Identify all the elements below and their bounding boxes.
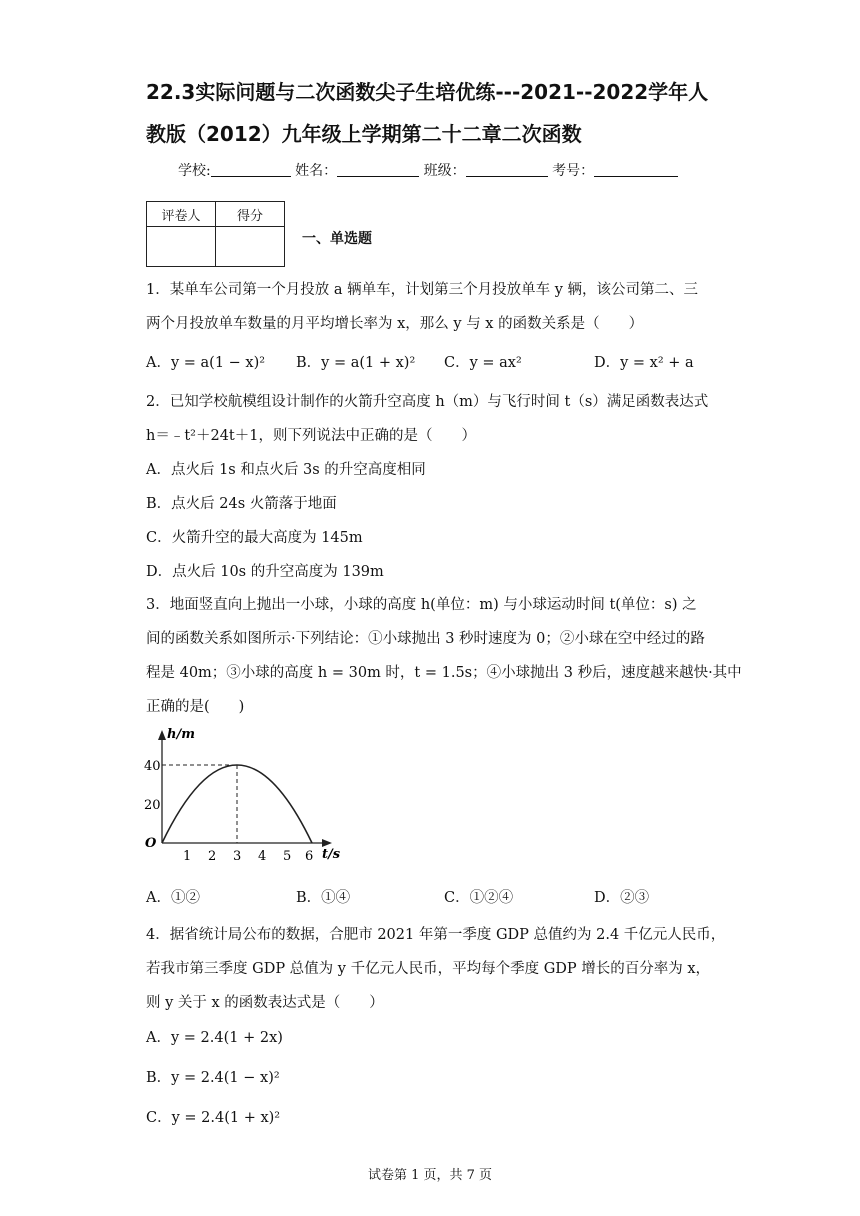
x-tick-1: 1 [183,849,192,864]
q3-option-a[interactable]: A．①② [146,890,200,906]
q2-option-c[interactable]: C．火箭升空的最大高度为 145m [146,530,363,546]
score-table [146,201,285,267]
q3-option-b[interactable]: B．①④ [296,890,351,906]
q4-option-b[interactable]: B．y = 2.4(1 − x)² [146,1070,280,1086]
score-cell [216,227,285,267]
q1-option-c[interactable]: C．y = ax² [444,355,522,371]
y-axis-arrow [158,730,166,740]
school-label: 学校: [178,163,211,179]
q2-option-b[interactable]: B．点火后 24s 火箭落于地面 [146,496,337,512]
q3-line-3: 程是 40m；③小球的高度 h = 30m 时，t = 1.5s；④小球抛出 3 秒后，速度越来越快·其中 [146,665,742,681]
x-tick-3: 3 [233,849,242,864]
section-title: 一、单选题 [302,231,372,247]
q3-line-1: 3．地面竖直向上抛出一小球，小球的高度 h(单位：m) 与小球运动时间 t(单位：s) 之 [146,597,697,613]
q2-option-d[interactable]: D．点火后 10s 的升空高度为 139m [146,564,384,580]
page-title-line-1: 22.3实际问题与二次函数尖子生培优练---2021--2022学年人 [146,80,709,104]
x-tick-2: 2 [208,849,217,864]
q4-line-3: 则 y 关于 x 的函数表达式是（ ） [146,995,384,1011]
q4-line-1: 4．据省统计局公布的数据，合肥市 2021 年第一季度 GDP 总值约为 2.4 千亿元人民币， [146,927,726,943]
q1-option-d[interactable]: D．y = x² + a [594,355,694,371]
name-blank[interactable] [337,162,419,177]
y-axis-label: h/m [167,727,195,742]
student-info-row [178,160,678,180]
q1-line-2: 两个月投放单车数量的月平均增长率为 x，那么 y 与 x 的函数关系是（ ） [146,316,644,332]
q4-option-c[interactable]: C．y = 2.4(1 + x)² [146,1110,281,1126]
exam-number-label: 考号： [552,163,595,179]
name-label: 姓名： [295,163,338,179]
page-footer: 试卷第 1 页，共 7 页 [367,1168,493,1183]
q3-line-2: 间的函数关系如图所示·下列结论：①小球抛出 3 秒时速度为 0；②小球在空中经过的路 [146,631,705,647]
x-tick-4: 4 [258,849,267,864]
q1-option-a[interactable]: A．y = a(1 − x)² [146,355,266,371]
q4-option-a[interactable]: A．y = 2.4(1 + 2x) [146,1030,283,1046]
exam-number-blank[interactable] [594,162,678,177]
grader-header: 评卷人 [147,202,216,227]
school-blank[interactable] [211,162,291,177]
height-time-graph [140,725,350,870]
x-axis-arrow [322,839,332,847]
q2-line-1: 2．已知学校航模组设计制作的火箭升空高度 h（m）与飞行时间 t（s）满足函数表达式 [146,394,709,410]
y-tick-20: 20 [144,798,161,813]
class-blank[interactable] [466,162,548,177]
origin-label: O [145,836,157,851]
class-label: 班级： [423,163,466,179]
q3-option-d[interactable]: D．②③ [594,890,650,906]
q2-line-2: h＝﹣t²＋24t＋1，则下列说法中正确的是（ ） [146,428,476,444]
x-tick-6: 6 [305,849,314,864]
x-axis-label: t/s [322,847,341,862]
page-title-line-2: 教版（2012）九年级上学期第二十二章二次函数 [146,122,582,146]
x-tick-5: 5 [283,849,292,864]
q2-option-a[interactable]: A．点火后 1s 和点火后 3s 的升空高度相同 [146,462,426,478]
q1-line-1: 1．某单车公司第一个月投放 a 辆单车，计划第三个月投放单车 y 辆，该公司第二、三 [146,282,698,298]
q3-option-c[interactable]: C．①②④ [444,890,514,906]
y-tick-40: 40 [144,759,161,774]
q3-line-4: 正确的是( ) [146,699,245,715]
score-header: 得分 [216,202,285,227]
q1-option-b[interactable]: B．y = a(1 + x)² [296,355,416,371]
q4-line-2: 若我市第三季度 GDP 总值为 y 千亿元人民币，平均每个季度 GDP 增长的百分率为 x， [146,961,711,977]
grader-cell [147,227,216,267]
